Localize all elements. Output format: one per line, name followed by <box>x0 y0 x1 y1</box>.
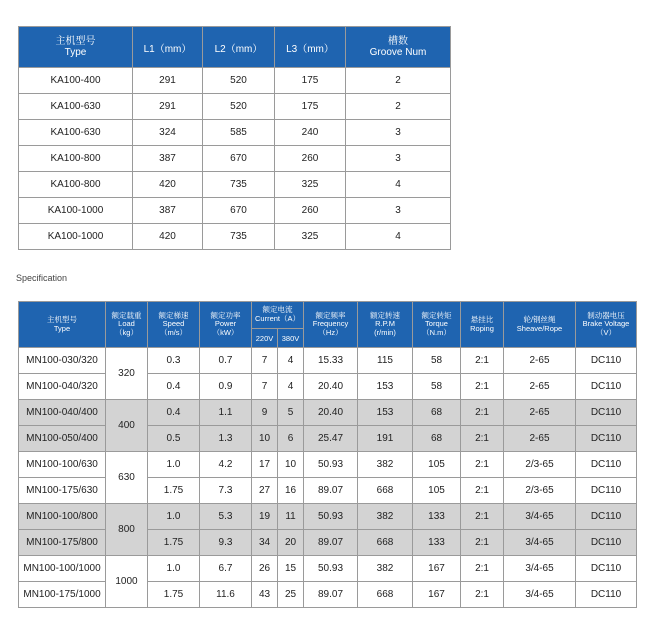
table-cell: DC110 <box>576 530 637 556</box>
header-load-cn: 额定载重 <box>111 310 142 320</box>
table-cell: 1.75 <box>148 582 200 608</box>
load-cell: 1000 <box>106 556 148 608</box>
header-load-unit: （kg） <box>115 327 138 337</box>
table-cell: 167 <box>413 556 461 582</box>
header-torque <box>413 302 461 348</box>
table-cell: MN100-050/400 <box>19 426 106 452</box>
table-cell: MN100-175/630 <box>19 478 106 504</box>
header-rpm-unit: (r/min) <box>374 327 396 337</box>
table-cell: 585 <box>203 120 275 146</box>
table-cell: 1.3 <box>200 426 252 452</box>
table-row <box>19 68 451 94</box>
header-sheave-cn: 轮/钢丝绳 <box>523 314 556 324</box>
header-speed-en: Speed <box>162 319 185 329</box>
header-load <box>106 302 148 348</box>
table-row <box>19 120 451 146</box>
table-cell: 34 <box>252 530 278 556</box>
header-type-cn: 主机型号 <box>47 314 77 324</box>
table-cell: 2-65 <box>504 426 576 452</box>
table-cell: 325 <box>275 172 346 198</box>
table-cell: 191 <box>358 426 413 452</box>
table-cell: 260 <box>275 146 346 172</box>
header-speed-unit: （m/s） <box>159 327 188 337</box>
table-cell: KA100-630 <box>19 94 133 120</box>
header-groove-cn: 槽数 <box>388 35 408 47</box>
table-cell: KA100-630 <box>19 120 133 146</box>
table-cell: 105 <box>413 478 461 504</box>
header-roping-en: Roping <box>470 323 494 333</box>
table-cell: 2/3-65 <box>504 478 576 504</box>
table-cell: 0.3 <box>148 348 200 374</box>
spec-table-body <box>19 348 637 608</box>
table-cell: 3 <box>346 146 451 172</box>
header-power-en: Power <box>214 319 237 329</box>
header-l3 <box>275 27 346 68</box>
table-cell: 89.07 <box>304 530 358 556</box>
load-cell: 400 <box>106 400 148 452</box>
header-type-en: Type <box>64 47 87 58</box>
table-cell: 7 <box>252 374 278 400</box>
header-type-en: Type <box>53 323 71 333</box>
table-cell: 15.33 <box>304 348 358 374</box>
table-cell: 25 <box>278 582 304 608</box>
table-cell: 2 <box>346 68 451 94</box>
groove-table <box>18 26 451 250</box>
table-cell: 735 <box>203 172 275 198</box>
table-cell: 2:1 <box>461 400 504 426</box>
table-cell: 68 <box>413 400 461 426</box>
table-cell: 291 <box>133 94 203 120</box>
table-cell: MN100-100/1000 <box>19 556 106 582</box>
groove-table-header <box>19 27 451 68</box>
table-cell: 16 <box>278 478 304 504</box>
header-rpm <box>358 302 413 348</box>
table-cell: 10 <box>278 452 304 478</box>
table-row <box>19 400 637 426</box>
table-cell: 11 <box>278 504 304 530</box>
table-cell: DC110 <box>576 452 637 478</box>
header-l3-label: L3（mm） <box>286 43 334 55</box>
header-torque-en: Torque <box>425 319 448 329</box>
table-cell: 387 <box>133 146 203 172</box>
table-cell: 668 <box>358 582 413 608</box>
table-cell: MN100-030/320 <box>19 348 106 374</box>
table-cell: 15 <box>278 556 304 582</box>
table-cell: 3/4-65 <box>504 582 576 608</box>
table-cell: KA100-800 <box>19 146 133 172</box>
table-cell: 240 <box>275 120 346 146</box>
table-cell: 2:1 <box>461 426 504 452</box>
header-brake-cn: 制动器电压 <box>587 310 625 320</box>
table-cell: 50.93 <box>304 452 358 478</box>
load-cell: 320 <box>106 348 148 400</box>
header-power <box>200 302 252 348</box>
header-current-380v: 380V <box>278 329 304 348</box>
table-cell: 175 <box>275 94 346 120</box>
table-cell: 5 <box>278 400 304 426</box>
table-cell: 2:1 <box>461 556 504 582</box>
table-cell: DC110 <box>576 504 637 530</box>
table-cell: DC110 <box>576 374 637 400</box>
table-row <box>19 504 637 530</box>
load-cell: 800 <box>106 504 148 556</box>
header-power-cn: 额定功率 <box>210 310 241 320</box>
table-cell: 735 <box>203 224 275 250</box>
table-cell: DC110 <box>576 426 637 452</box>
table-cell: 20 <box>278 530 304 556</box>
table-cell: 1.0 <box>148 504 200 530</box>
table-cell: MN100-175/1000 <box>19 582 106 608</box>
table-row <box>19 172 451 198</box>
table-cell: 668 <box>358 530 413 556</box>
header-speed <box>148 302 200 348</box>
spec-table <box>18 301 637 608</box>
header-sheave <box>504 302 576 348</box>
header-l2-label: L2（mm） <box>214 43 263 55</box>
table-cell: 420 <box>133 172 203 198</box>
header-type <box>19 27 133 68</box>
table-cell: 2/3-65 <box>504 452 576 478</box>
header-frequency-cn: 额定频率 <box>315 310 346 320</box>
table-cell: 133 <box>413 504 461 530</box>
table-cell: 7 <box>252 348 278 374</box>
table-cell: 89.07 <box>304 478 358 504</box>
table-cell: 50.93 <box>304 504 358 530</box>
table-cell: DC110 <box>576 478 637 504</box>
table-cell: 387 <box>133 198 203 224</box>
header-rpm-cn: 额定转速 <box>370 310 401 320</box>
table-cell: 9.3 <box>200 530 252 556</box>
header-brake <box>576 302 637 348</box>
table-cell: MN100-175/800 <box>19 530 106 556</box>
table-cell: 2:1 <box>461 530 504 556</box>
header-groove <box>346 27 451 68</box>
load-cell: 630 <box>106 452 148 504</box>
header-roping-cn: 悬挂比 <box>470 314 494 324</box>
table-cell: 420 <box>133 224 203 250</box>
table-cell: 4 <box>346 172 451 198</box>
header-speed-cn: 额定梯速 <box>158 310 189 320</box>
table-cell: 1.75 <box>148 478 200 504</box>
table-cell: 68 <box>413 426 461 452</box>
table-row <box>19 556 637 582</box>
header-current-220v: 220V <box>252 329 278 348</box>
table-cell: 58 <box>413 348 461 374</box>
table-cell: 291 <box>133 68 203 94</box>
table-cell: 3/4-65 <box>504 530 576 556</box>
table-cell: 1.1 <box>200 400 252 426</box>
table-cell: DC110 <box>576 582 637 608</box>
table-cell: 520 <box>203 68 275 94</box>
table-cell: 2 <box>346 94 451 120</box>
table-cell: DC110 <box>576 400 637 426</box>
table-cell: 20.40 <box>304 400 358 426</box>
table-cell: MN100-100/800 <box>19 504 106 530</box>
table-cell: 325 <box>275 224 346 250</box>
table-cell: 3/4-65 <box>504 504 576 530</box>
header-current-en: Current（A） <box>255 314 301 323</box>
table-cell: 0.9 <box>200 374 252 400</box>
table-cell: 43 <box>252 582 278 608</box>
table-cell: 105 <box>413 452 461 478</box>
table-cell: 324 <box>133 120 203 146</box>
table-cell: 20.40 <box>304 374 358 400</box>
table-cell: 668 <box>358 478 413 504</box>
header-type <box>19 302 106 348</box>
table-row <box>19 146 451 172</box>
table-cell: 4 <box>346 224 451 250</box>
table-cell: 4 <box>278 374 304 400</box>
header-l1-label: L1（mm） <box>143 43 192 55</box>
table-cell: 1.75 <box>148 530 200 556</box>
table-row <box>19 452 637 478</box>
table-cell: 58 <box>413 374 461 400</box>
specification-label: Specification <box>16 273 68 283</box>
table-cell: 89.07 <box>304 582 358 608</box>
header-current <box>252 302 304 329</box>
table-cell: 153 <box>358 374 413 400</box>
table-cell: 2:1 <box>461 374 504 400</box>
table-cell: 6 <box>278 426 304 452</box>
table-cell: 10 <box>252 426 278 452</box>
table-cell: 520 <box>203 94 275 120</box>
table-cell: 1.0 <box>148 452 200 478</box>
table-cell: 670 <box>203 198 275 224</box>
table-cell: 0.4 <box>148 400 200 426</box>
table-cell: KA100-1000 <box>19 198 133 224</box>
table-cell: KA100-400 <box>19 68 133 94</box>
table-row <box>19 198 451 224</box>
table-cell: 2:1 <box>461 478 504 504</box>
table-cell: 2:1 <box>461 582 504 608</box>
header-type-cn: 主机型号 <box>55 35 96 47</box>
header-l2 <box>203 27 275 68</box>
table-cell: 0.5 <box>148 426 200 452</box>
header-torque-unit: （N.m） <box>422 327 451 337</box>
header-torque-cn: 额定转矩 <box>421 310 452 320</box>
table-cell: 133 <box>413 530 461 556</box>
table-cell: 19 <box>252 504 278 530</box>
table-cell: 3 <box>346 120 451 146</box>
table-cell: 2-65 <box>504 348 576 374</box>
table-cell: 4.2 <box>200 452 252 478</box>
table-row <box>19 224 451 250</box>
header-frequency <box>304 302 358 348</box>
table-cell: 670 <box>203 146 275 172</box>
groove-table-body <box>19 68 451 250</box>
table-cell: 2:1 <box>461 504 504 530</box>
table-cell: 0.4 <box>148 374 200 400</box>
table-cell: 2-65 <box>504 400 576 426</box>
table-cell: 9 <box>252 400 278 426</box>
table-cell: 0.7 <box>200 348 252 374</box>
header-power-unit: （kW） <box>212 327 239 337</box>
table-cell: 11.6 <box>200 582 252 608</box>
table-cell: 25.47 <box>304 426 358 452</box>
header-current-cn: 额定电流 <box>262 305 293 315</box>
header-brake-unit: （V） <box>596 327 617 337</box>
table-cell: 2:1 <box>461 452 504 478</box>
table-cell: 27 <box>252 478 278 504</box>
header-roping <box>461 302 504 348</box>
table-cell: 3 <box>346 198 451 224</box>
table-cell: KA100-1000 <box>19 224 133 250</box>
table-cell: 4 <box>278 348 304 374</box>
table-cell: MN100-040/400 <box>19 400 106 426</box>
header-load-en: Load <box>118 319 135 329</box>
table-cell: 2-65 <box>504 374 576 400</box>
table-cell: 115 <box>358 348 413 374</box>
header-frequency-en: Frequency <box>312 319 349 329</box>
table-cell: 5.3 <box>200 504 252 530</box>
header-rpm-en: R.P.M <box>375 319 395 329</box>
table-cell: 382 <box>358 556 413 582</box>
header-sheave-en: Sheave/Rope <box>516 323 563 333</box>
table-cell: 7.3 <box>200 478 252 504</box>
table-row <box>19 94 451 120</box>
table-cell: 3/4-65 <box>504 556 576 582</box>
table-cell: DC110 <box>576 348 637 374</box>
table-cell: 260 <box>275 198 346 224</box>
table-row <box>19 348 637 374</box>
table-cell: 17 <box>252 452 278 478</box>
header-groove-en: Groove Num <box>369 47 427 58</box>
table-cell: 175 <box>275 68 346 94</box>
table-cell: 26 <box>252 556 278 582</box>
table-cell: 153 <box>358 400 413 426</box>
table-cell: 382 <box>358 452 413 478</box>
table-cell: MN100-040/320 <box>19 374 106 400</box>
table-cell: KA100-800 <box>19 172 133 198</box>
table-cell: 1.0 <box>148 556 200 582</box>
header-l1 <box>133 27 203 68</box>
table-cell: 167 <box>413 582 461 608</box>
table-cell: DC110 <box>576 556 637 582</box>
table-cell: 50.93 <box>304 556 358 582</box>
table-cell: 6.7 <box>200 556 252 582</box>
header-brake-en: Brake Voltage <box>582 319 630 329</box>
spec-table-header <box>19 302 637 329</box>
table-cell: 382 <box>358 504 413 530</box>
header-frequency-unit: （Hz） <box>318 327 343 337</box>
table-cell: 2:1 <box>461 348 504 374</box>
table-cell: MN100-100/630 <box>19 452 106 478</box>
